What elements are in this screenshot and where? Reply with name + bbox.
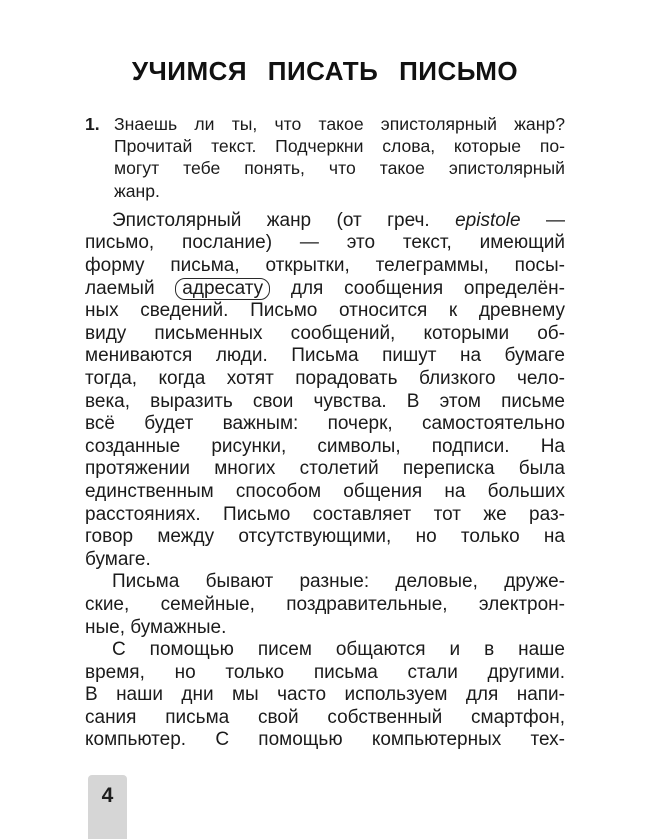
text-line: письмо, послание) — это текст, имеющий [85, 232, 565, 254]
text-line: компьютер. С помощью компьютерных тех- [85, 729, 565, 751]
text-line: могут тебе понять, что такое эпистолярный [114, 158, 565, 179]
text-line: лаемый адресату для сообщения определён- [85, 277, 565, 299]
text-line: ные, бумажные. [85, 616, 227, 638]
text-line: созданные рисунки, символы, подписи. На [85, 435, 565, 457]
body-paragraph [85, 210, 565, 572]
text-line: всё будет важным: почерк, самостоятельно [85, 413, 565, 435]
text-line: протяжении многих столетий переписка была [85, 458, 565, 480]
exercise-1 [85, 113, 565, 202]
exercise-number: 1. [85, 114, 100, 134]
body-paragraph [85, 639, 565, 752]
text-line: Эпистолярный жанр (от греч. epistole — [112, 209, 565, 231]
body-text [85, 210, 565, 752]
text-line: жанр. [114, 180, 160, 201]
text-line: тогда, когда хотят порадовать близкого чело- [85, 367, 565, 389]
text-line: форму письма, открытки, телеграммы, посы- [85, 255, 565, 276]
text-line: С помощью писем общаются и в наше [112, 639, 565, 661]
text-line: Письма бывают разные: деловые, друже- [112, 571, 565, 593]
text-line: века, выразить свои чувства. В этом письме [85, 390, 565, 412]
text-line: ские, семейные, поздравительные, электрон- [85, 593, 565, 615]
body-paragraph [85, 571, 565, 639]
text-line: время, но только письма стали другими. [85, 661, 565, 683]
text-line: виду письменных сообщений, которыми об- [85, 322, 565, 344]
text-line: мениваются люди. Письма пишут на бумаге [85, 345, 565, 367]
page-number: 4 [101, 784, 114, 807]
text-line: говор между отсутствующими, но только на [85, 526, 565, 548]
page-number-tab [88, 775, 127, 839]
exercise-lines [114, 113, 565, 202]
text-line: Знаешь ли ты, что такое эпистолярный жанр? [114, 114, 565, 134]
text-line: В наши дни мы часто используем для напи- [85, 684, 565, 706]
text-line: сания письма свой собственный смартфон, [85, 706, 565, 728]
boxed-word: адресату [175, 278, 270, 300]
text-line: ных сведений. Письмо относится к древнему [85, 300, 565, 322]
text-line: бумаге. [85, 548, 151, 570]
italic-term: epistole [455, 209, 521, 231]
text-line: единственным способом общения на больших [85, 480, 565, 502]
text-line: Прочитай текст. Подчеркни слова, которые по- [114, 136, 565, 157]
page-title: УЧИМСЯ ПИСАТЬ ПИСЬМО [131, 56, 519, 86]
text-line: расстояниях. Письмо составляет тот же раз- [85, 503, 565, 525]
